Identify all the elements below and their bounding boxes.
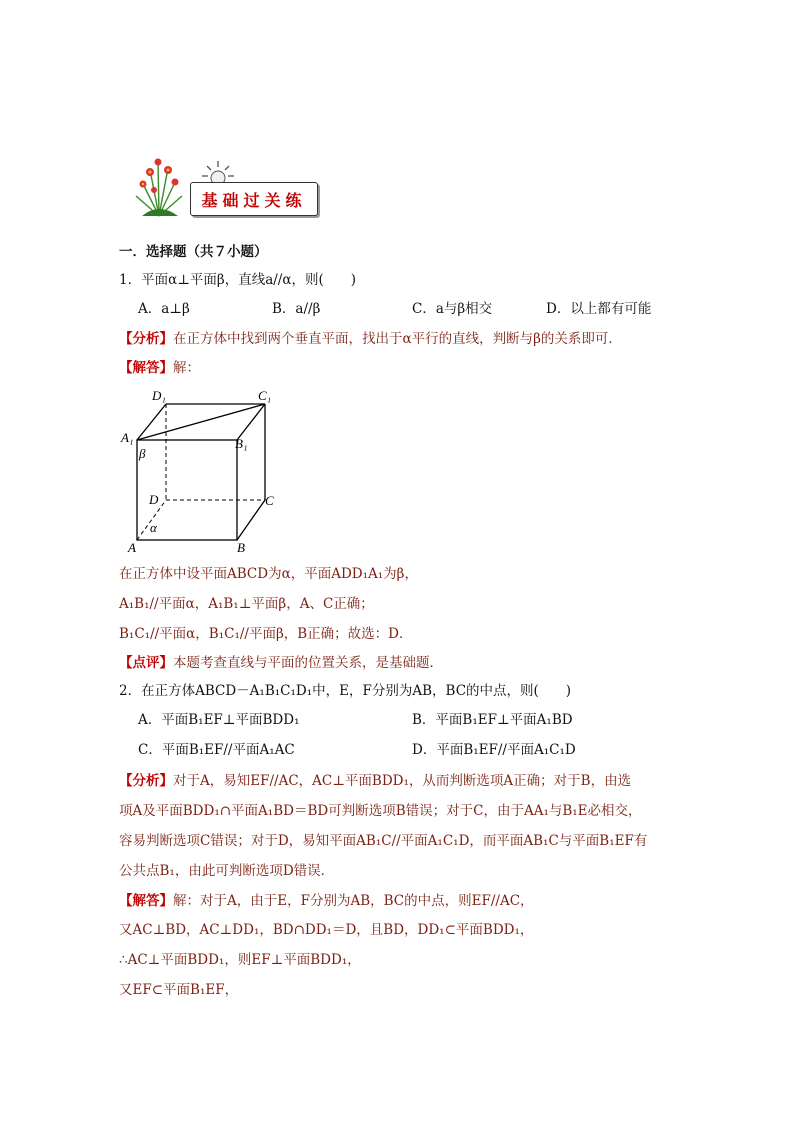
q2-solution-line: 又EF⊂平面B₁EF， bbox=[119, 982, 239, 998]
analysis-text: 在正方体中找到两个垂直平面，找出于α平行的直线，判断与β的关系即可． bbox=[173, 331, 622, 347]
q1-solution-line: A₁B₁//平面α，A₁B₁⊥平面β，A、C正确； bbox=[119, 596, 374, 612]
q1-analysis bbox=[119, 331, 622, 347]
section-banner bbox=[190, 182, 318, 216]
label-d1: D₁ bbox=[152, 388, 166, 403]
flower-decoration-icon bbox=[128, 150, 190, 220]
solution-text: 解：对于A，由于E，F分别为AB，BC的中点，则EF//AC， bbox=[173, 893, 534, 909]
label-c1: C₁ bbox=[258, 388, 272, 403]
label-b: B bbox=[237, 540, 245, 555]
q2-analysis-line bbox=[119, 773, 631, 789]
analysis-tag: 【分析】 bbox=[119, 773, 173, 789]
section-title: 一．选择题（共７小题） bbox=[119, 244, 268, 260]
q2-analysis-line: 项A及平面BDD₁∩平面A₁BD＝BD可判断选项B错误；对于C，由于AA₁与B₁E必相交， bbox=[119, 803, 642, 819]
comment-tag: 【点评】 bbox=[119, 655, 173, 671]
analysis-tag: 【分析】 bbox=[119, 331, 173, 347]
label-d: D bbox=[149, 492, 159, 507]
q2-solution-line: ∴AC⊥平面BDD₁，则EF⊥平面BDD₁， bbox=[119, 952, 361, 968]
q2-solution-line bbox=[119, 893, 534, 909]
label-a1: A₁ bbox=[121, 430, 134, 445]
sun-cloud-icon bbox=[198, 158, 238, 184]
question-2-stem: 2．在正方体ABCD－A₁B₁C₁D₁中，E，F分别为AB，BC的中点，则( ) bbox=[119, 683, 572, 699]
label-alpha: α bbox=[150, 520, 157, 535]
label-c: C bbox=[265, 493, 274, 508]
q1-option-c: C．a与β相交 bbox=[412, 301, 493, 317]
q1-solution-head bbox=[119, 360, 200, 376]
label-beta: β bbox=[139, 446, 146, 461]
comment-text: 本题考查直线与平面的位置关系，是基础题． bbox=[173, 655, 443, 671]
analysis-text: 对于A，易知EF//AC，AC⊥平面BDD₁，从而判断选项A正确；对于B，由选 bbox=[173, 773, 632, 789]
banner-title: 基础过关练 bbox=[201, 191, 307, 210]
q2-option-b: B．平面B₁EF⊥平面A₁BD bbox=[412, 712, 573, 728]
solution-tag: 【解答】 bbox=[119, 360, 173, 376]
q1-solution-line: 在正方体中设平面ABCD为α，平面ADD₁A₁为β， bbox=[119, 566, 418, 582]
q2-analysis-line: 公共点B₁，由此可判断选项D错误． bbox=[119, 863, 335, 879]
q2-solution-line: 又AC⊥BD，AC⊥DD₁，BD∩DD₁＝D，且BD，DD₁⊂平面BDD₁， bbox=[119, 922, 534, 938]
label-a: A bbox=[128, 540, 136, 555]
q2-option-d: D．平面B₁EF//平面A₁C₁D bbox=[412, 742, 576, 758]
question-1-stem: 1．平面α⊥平面β，直线a//α，则( ) bbox=[119, 272, 357, 288]
q1-comment bbox=[119, 655, 443, 671]
q1-option-a: A．a⊥β bbox=[138, 301, 190, 317]
q1-option-b: B．a//β bbox=[272, 301, 321, 317]
q1-option-d: D．以上都有可能 bbox=[546, 301, 652, 317]
cube-figure bbox=[118, 384, 288, 556]
q2-analysis-line: 容易判断选项C错误；对于D，易知平面AB₁C//平面A₁C₁D，而平面AB₁C与平面B₁EF有 bbox=[119, 833, 648, 849]
label-b1: B₁ bbox=[235, 436, 248, 451]
q1-solution-line: B₁C₁//平面α，B₁C₁//平面β，B正确；故选：D． bbox=[119, 626, 413, 642]
q2-option-c: C．平面B₁EF//平面A₁AC bbox=[138, 742, 295, 758]
q2-option-a: A．平面B₁EF⊥平面BDD₁ bbox=[138, 712, 300, 728]
solution-intro: 解： bbox=[173, 360, 200, 376]
solution-tag: 【解答】 bbox=[119, 893, 173, 909]
